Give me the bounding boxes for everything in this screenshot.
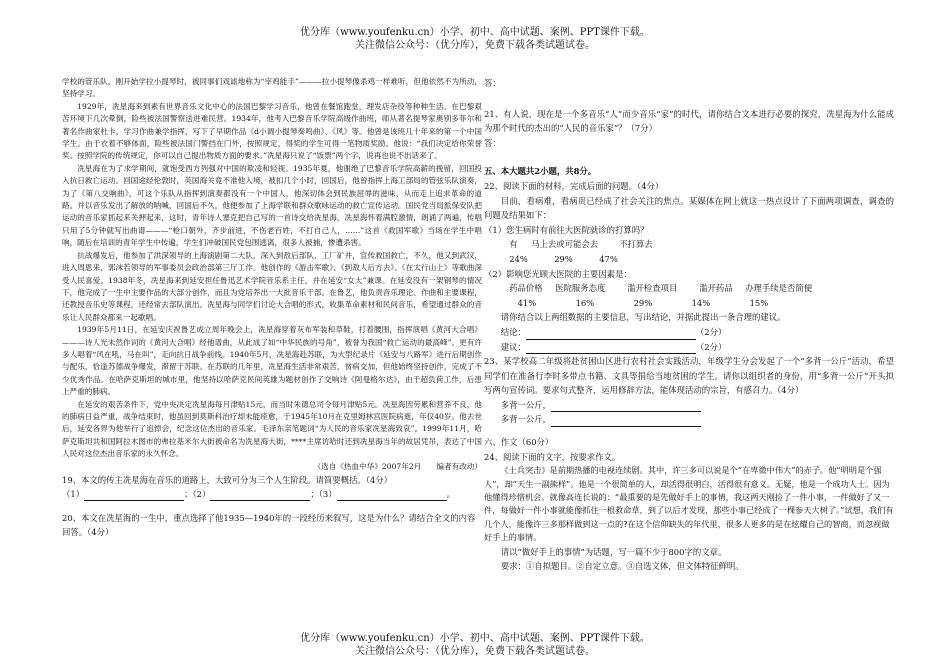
survey-2-values xyxy=(484,296,894,311)
question-23: 23、某学校高二年级将赴贫困山区进行农村社会实践活动，年级学生分会发起了一个“多背一公斤”活动，希望同学们在准备行李时多带点书籍、文具等捐给当地贫困的学生。请你以组织者的身份，用“多背一公斤”开头拟写两句宣传词。要求句式整齐，运用修辞方法，能体现活动的宗旨，有感召力。（4分） xyxy=(484,356,894,396)
survey-2-value: 16% xyxy=(575,297,595,308)
survey-2-options xyxy=(484,281,894,296)
question-20: 20、本文在冼星海的一生中，重点选择了他1935—1940年的一段经历来叙写，这是为什么？请结合全文的内容回答。（4分） xyxy=(62,513,476,537)
answer-blank-3[interactable] xyxy=(337,490,447,501)
essay-material: 《士兵突击》是前期热播的电视连续剧。其中，许三多可以说是个“在卑微中伟大”的赤子。他“明明是个强人”，却“天生一副熊样”。他是一个很简单的人，却活得很明白，活得很有意义。无疑，他是一个成功人士。因为他懂得珍惜机会。就像高连长说的：“最重要的是先做好手上的事情，我这两天刚捡了一件小事，一件做好了又一件，每做好一件小事就能像抓住一根救命草，到了以后才发现，那些小事已经成了一棵参天大树了。”试想，我们有几个人，能像许三多那样做到这一点的?在这个信仰缺失的年代里，很多人更多的是在炫耀自己的智商，而忽视做好手上的事情。 xyxy=(484,465,894,543)
slogan-2-label: 多背一公斤， xyxy=(500,414,552,425)
survey-2-value: 29% xyxy=(633,297,653,308)
suggestion-score: （2分） xyxy=(695,341,727,352)
footer-line-1: 优分库（www.youfenku.cn）小学、初中、高中试题、案例、PPT课件下载。 xyxy=(300,633,650,644)
question-19: 19、本文的传主冼星海在音乐的道路上，大致可分为三个人生阶段。请简要概括。（4分） xyxy=(62,475,393,485)
survey-1-value: 29% xyxy=(554,253,573,264)
suggestion-input[interactable] xyxy=(526,343,696,354)
slogan-1-input[interactable] xyxy=(551,401,701,412)
conclusion-score: （2分） xyxy=(695,326,727,337)
slogan-row-2 xyxy=(484,412,894,427)
paragraph-6: 在延安的艰苦条件下，党中央决定冼星海每月津贴15元，而当时朱德总司令每月津贴5元。冼星海因劳累和营养不良，他的肺病日益严重，战争结束时，他虽回到莫斯科治疗却未能痊愈，于1945年10月在克里姆林宫医院病逝，年仅40岁。他去世后，延安各界为他举行了追悼会，纪念这位杰出的音乐家。毛泽东亲笔题词“为人民的音乐家冼星海致哀”。1999年11月，哈萨克斯坦共和国阿拉木图市的弗拉基米尔大街被命名为冼星海大街，****主席访哈时还到冼星海当年的故居凭吊，表达了中国人民对这位杰出音乐家的永久怀念。 xyxy=(62,399,482,459)
survey-2-question: （2）影响您光顾大医院的主要因素是： xyxy=(484,268,632,279)
conclusion-input[interactable] xyxy=(526,329,696,340)
question-22-task: 请你结合以上两组数据的主要信息，写出结论，并据此提出一条合理的建议。 xyxy=(500,312,786,323)
answer-blank-2[interactable] xyxy=(210,490,310,501)
answer-label: 答： xyxy=(484,78,501,88)
suggestion-row xyxy=(484,340,894,355)
essay-prompt: 请以“做好手上的事情”为话题，写一篇不少于800字的文章。 xyxy=(500,546,727,557)
blank-1-label: （1） xyxy=(62,489,85,499)
paragraph-4: 抗战爆发后，他参加了洪深领导的上海演剧第二大队，深入到敌后部队、工厂矿井，宣传救国救亡，不久，他又到武汉，进入周恩来、郭沫若领导的军事委员会政治部第三厅工作。他创作的《游击军歌》、《到敌人后方去》、《在太行山上》等歌曲深受人民喜爱。1938年冬，冼星海来到延安担任鲁迅艺术学院音乐系主任，并在延安“女大”兼课。在延安没有一架钢琴的情况下，他完成了一生中主要作品的大部分创作，而且为党培养出一大批音乐干部。在鲁艺，他负责音乐理论、作曲和主要课程，还教授音乐史等课程，还经常去部队演出。冼星海与同学们讨论大合唱的形式，收集革命素材和民间音乐，希望通过群众的音乐让人民群众都来一起歌唱。 xyxy=(62,250,482,322)
paragraph-3: 冼星海在为了求学期间，就饱受西方列强对中国的欺凌和轻视。1935年夏，他谢绝了巴黎音乐学院高薪的挽留，回国投入抗日救亡运动。回国途经伦敦时，英国海关竟不准他入境，被扣几个小时，回国后，他曾指挥上海工部局的管弦乐队演奏，为了《第八交响曲》，可这个乐队从指挥到演奏都没有一个中国人，他深切体会到民族屈辱的滋味，从而走上追求革命的道路。并以音乐发出了解放的呐喊，回国后不久，他便参加了上海学联和群众歌咏运动的救亡宣传运动。国民党当局派保安队把运动的音乐家抓起来关押起来，这时，青年诗人塞克把自己写的一首诗交给冼星海，冼星海怀着满腔激情，朗诵了两遍，传唱只用了5分钟就写出曲谱———“枪口朝外，齐步前进，不伤老百姓，不打自己人，……”这首《救国军歌》当场在学生中唱响，随后在培训的青年学生中传遍，学生们冲破国民党包围逃离，很多人被捕，惨遭杀害。 xyxy=(62,163,482,248)
survey-2-option: 滥开药品 xyxy=(699,283,733,294)
paragraph-1: 学校的管乐队，刚开始学拉小提琴时，被同事们戏谑地称为“宰鸡能手”———拉小提琴像杀鸡一样难听，但他依然不为所动，坚持学习。 xyxy=(62,77,482,99)
paragraph-2: 1929年，冼星海来到素有世界音乐文化中心的法国巴黎学习音乐，他曾在餐馆跑堂，理发店杂役等种种生活。在巴黎艰苦环境下几次晕倒，险些被法国警察送进难民营。1934年，他考入巴黎音乐学院高级作曲班，师从著名提琴家奥别多菲尔和著名作曲家杜卡，学习作曲兼学指挥，写下了早期作品《d小调小提琴奏鸣曲》、《风》等。他曾是该班几十年来的第一个中国学生。由于衣着不够体面，险些被法国门警挡在门外，按照规定，得奖的学生可得一笔物质奖励。他说：“我们决定给你荣誉奖。按照学院的传统规定，你可以自己提出物质方面的要求。”冼星海只说了“饭票”两个字，说再也说不出话来了。 xyxy=(62,101,482,161)
survey-1-option: 马上去或可能会去 xyxy=(531,239,599,250)
slogan-1-label: 多背一公斤， xyxy=(500,399,552,410)
page-header xyxy=(0,26,950,52)
blank-tail: 。 xyxy=(446,489,455,499)
survey-2-value: 41% xyxy=(517,297,537,308)
survey-2-option: 药品价格 xyxy=(509,283,543,294)
slogan-row-1 xyxy=(484,398,894,413)
conclusion-row xyxy=(484,325,894,340)
survey-2-option: 滥开检查项目 xyxy=(627,283,678,294)
question-24: 24、阅读下面的文字，按要求作文。 xyxy=(484,451,621,462)
right-column xyxy=(484,76,894,574)
answer-label-2: 答： xyxy=(484,137,501,148)
survey-1-question: （1）您生病时有前往大医院就诊的打算吗？ xyxy=(484,224,649,235)
question-19-blanks xyxy=(62,487,482,501)
survey-1-option: 有 xyxy=(509,239,518,250)
footer-line-2: 关注微信公众号：（优分库），免费下载各类试题试卷。 xyxy=(355,646,595,657)
essay-requirements: 要求：①自拟题目。②自定立意。③自选文体，但文体特征鲜明。 xyxy=(500,561,744,572)
header-line-1: 优分库（www.youfenku.cn）小学、初中、高中试题、案例、PPT课件下载。 xyxy=(300,27,650,38)
slogan-2-input[interactable] xyxy=(551,416,701,427)
header-line-2: 关注微信公众号：（优分库），免费下载各类试题试卷。 xyxy=(355,40,595,51)
conclusion-label: 结论： xyxy=(500,326,526,337)
source-note: （选自《热血中华》2007年2月 编者有改动） xyxy=(313,461,482,471)
paragraph-5: 1939年5月11日，在延安庆祝鲁艺成立周年晚会上，冼星海穿着灰布军装和草鞋，打着腰围，指挥演唱《黄河大合唱》———诗人光未然作词的《黄河大合唱》经他谱曲，从此成了如“中华民族的号角”，被誉为我国“救亡运动的最高峰”。更有许多人唱着“风在吼，马在叫”，走向抗日战争前线。1940年5月，冼星海赴苏联，为大型纪录片《延安与八路军》进行后期创作与配乐，恰逢苏德战争爆发，滞留于苏联。在苏联的几年里，冼星海生活非常艰苦，贫病交加，但他始终坚持创作，完成了不少优秀作品。在哈萨克斯坦的城市里，他坚持以哈萨克民间英雄为题材创作了交响诗《阿曼格尔达》，由于超负荷工作，后患上严重的肺病。 xyxy=(62,325,482,397)
survey-2-option: 医院服务态度 xyxy=(555,283,606,294)
suggestion-label: 建议： xyxy=(500,341,526,352)
section-6-title: 六、作文（60分） xyxy=(484,437,554,448)
survey-2-value: 14% xyxy=(691,297,711,308)
left-column xyxy=(62,76,482,539)
page-footer xyxy=(0,632,950,658)
question-22: 22、阅读下面的材料，完成后面的问题。（4分） xyxy=(484,180,664,191)
answer-blank-1[interactable] xyxy=(84,490,184,501)
survey-1-options xyxy=(484,237,894,252)
survey-1-values xyxy=(484,252,894,267)
blank-3-label: ；（3） xyxy=(310,489,337,499)
blank-2-label: ；（2） xyxy=(184,489,211,499)
question-21: 21、有人说，现在是一个多音乐“人”而少音乐“家”的时代，请你结合文本进行必要的探究，冼星海为什么能成为那个时代的杰出的“人民的音乐家”？（7分） xyxy=(484,108,894,134)
survey-1-value: 47% xyxy=(599,253,618,264)
question-22-intro: 目前，看病难，看病贵已经成了社会关注的焦点。某媒体在网上就这一热点设计了下面两项调查，调查的问题及结果如下： xyxy=(484,195,894,221)
survey-1-option: 不打算去 xyxy=(619,239,653,250)
survey-1-value: 24% xyxy=(509,253,528,264)
survey-2-value: 15% xyxy=(749,297,769,308)
section-5-title: 五、本大题共2小题，共8分。 xyxy=(484,166,597,177)
survey-2-option: 办理手续是否简便 xyxy=(745,283,813,294)
